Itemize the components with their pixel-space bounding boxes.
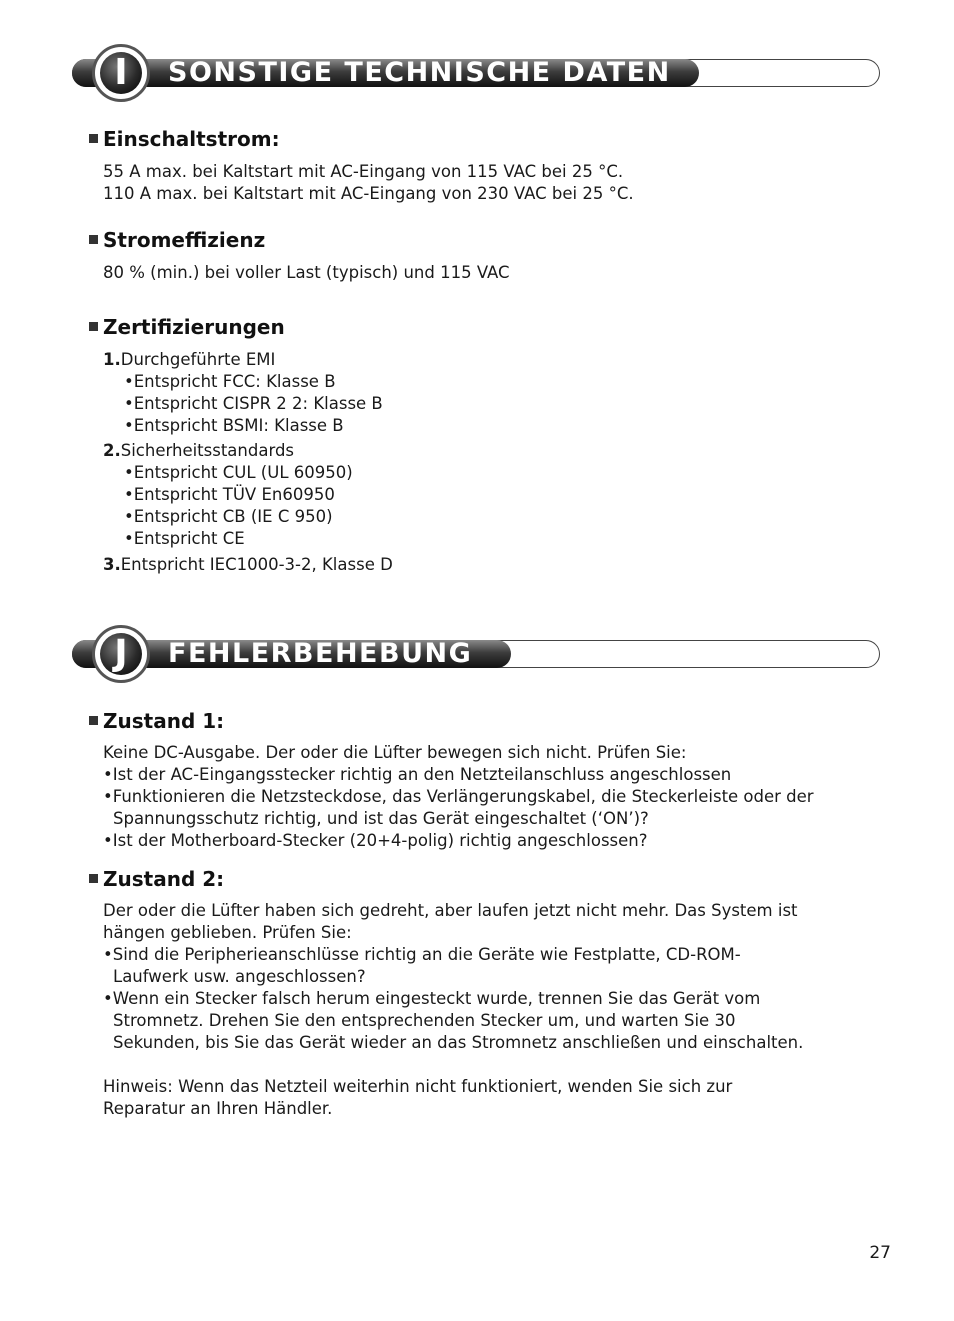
square-bullet-icon xyxy=(89,322,98,331)
bullet-item: •Entspricht CUL (UL 60950) xyxy=(124,463,353,482)
note-line: Reparatur an Ihren Händler. xyxy=(103,1099,333,1118)
numbered-item: 1.Durchgeführte EMI xyxy=(103,350,276,369)
numbered-item: 2.Sicherheitsstandards xyxy=(103,441,295,460)
square-bullet-icon xyxy=(89,716,98,725)
note-line: Hinweis: Wenn das Netzteil weiterhin nicht funktioniert, wenden Sie sich zur xyxy=(103,1077,733,1096)
bullet-item: •Wenn ein Stecker falsch herum eingesteckt wurde, trennen Sie das Gerät vom xyxy=(103,989,761,1008)
text-line: hängen geblieben. Prüfen Sie: xyxy=(103,923,352,942)
bullet-item: •Entspricht CB (IE C 950) xyxy=(124,507,333,526)
section-title: SONSTIGE TECHNISCHE DATEN xyxy=(168,57,671,88)
square-bullet-icon xyxy=(89,874,98,883)
square-bullet-icon xyxy=(89,134,98,143)
bullet-item: •Entspricht TÜV En60950 xyxy=(124,485,335,504)
bullet-continuation: Laufwerk usw. angeschlossen? xyxy=(113,967,366,986)
subheading-zustand-2: Zustand 2: xyxy=(89,867,224,891)
bullet-item: •Ist der AC-Eingangsstecker richtig an den Netzteilanschluss angeschlossen xyxy=(103,765,732,784)
text-line: 55 A max. bei Kaltstart mit AC-Eingang von 115 VAC bei 25 °C. xyxy=(103,162,624,181)
subheading-zertifizierungen: Zertifizierungen xyxy=(89,315,285,339)
text-line: 80 % (min.) bei voller Last (typisch) und 115 VAC xyxy=(103,263,510,282)
section-title: FEHLERBEHEBUNG xyxy=(168,638,473,669)
subheading-zustand-1: Zustand 1: xyxy=(89,709,224,733)
bullet-item: •Entspricht CISPR 2 2: Klasse B xyxy=(124,394,383,413)
bullet-item: •Funktionieren die Netzsteckdose, das Verlängerungskabel, die Steckerleiste oder der xyxy=(103,787,814,806)
bullet-item: •Entspricht BSMI: Klasse B xyxy=(124,416,344,435)
bullet-continuation: Stromnetz. Drehen Sie den entsprechenden Stecker um, und warten Sie 30 xyxy=(113,1011,736,1030)
bullet-item: •Sind die Peripherieanschlüsse richtig an die Geräte wie Festplatte, CD-ROM- xyxy=(103,945,741,964)
bullet-continuation: Spannungsschutz richtig, und ist das Gerät eingeschaltet (‘ON’)? xyxy=(113,809,649,828)
subheading-einschaltstrom: Einschaltstrom: xyxy=(89,127,280,151)
bullet-item: •Entspricht CE xyxy=(124,529,245,548)
section-header-i xyxy=(72,44,880,112)
subheading-stromeffizienz: Stromeffizienz xyxy=(89,228,265,252)
bullet-item: •Entspricht FCC: Klasse B xyxy=(124,372,336,391)
section-header-j xyxy=(72,625,880,693)
section-letter-badge xyxy=(92,44,150,102)
numbered-item: 3.Entspricht IEC1000-3-2, Klasse D xyxy=(103,555,393,574)
text-line: 110 A max. bei Kaltstart mit AC-Eingang von 230 VAC bei 25 °C. xyxy=(103,184,634,203)
text-line: Keine DC-Ausgabe. Der oder die Lüfter bewegen sich nicht. Prüfen Sie: xyxy=(103,743,687,762)
bullet-continuation: Sekunden, bis Sie das Gerät wieder an das Stromnetz anschließen und einschalten. xyxy=(113,1033,804,1052)
square-bullet-icon xyxy=(89,235,98,244)
section-letter: J xyxy=(100,633,142,675)
page-number: 27 xyxy=(869,1243,891,1263)
text-line: Der oder die Lüfter haben sich gedreht, aber laufen jetzt nicht mehr. Das System ist xyxy=(103,901,798,920)
section-letter-badge xyxy=(92,625,150,683)
bullet-item: •Ist der Motherboard-Stecker (20+4-polig) richtig angeschlossen? xyxy=(103,831,648,850)
section-letter: I xyxy=(100,52,142,94)
